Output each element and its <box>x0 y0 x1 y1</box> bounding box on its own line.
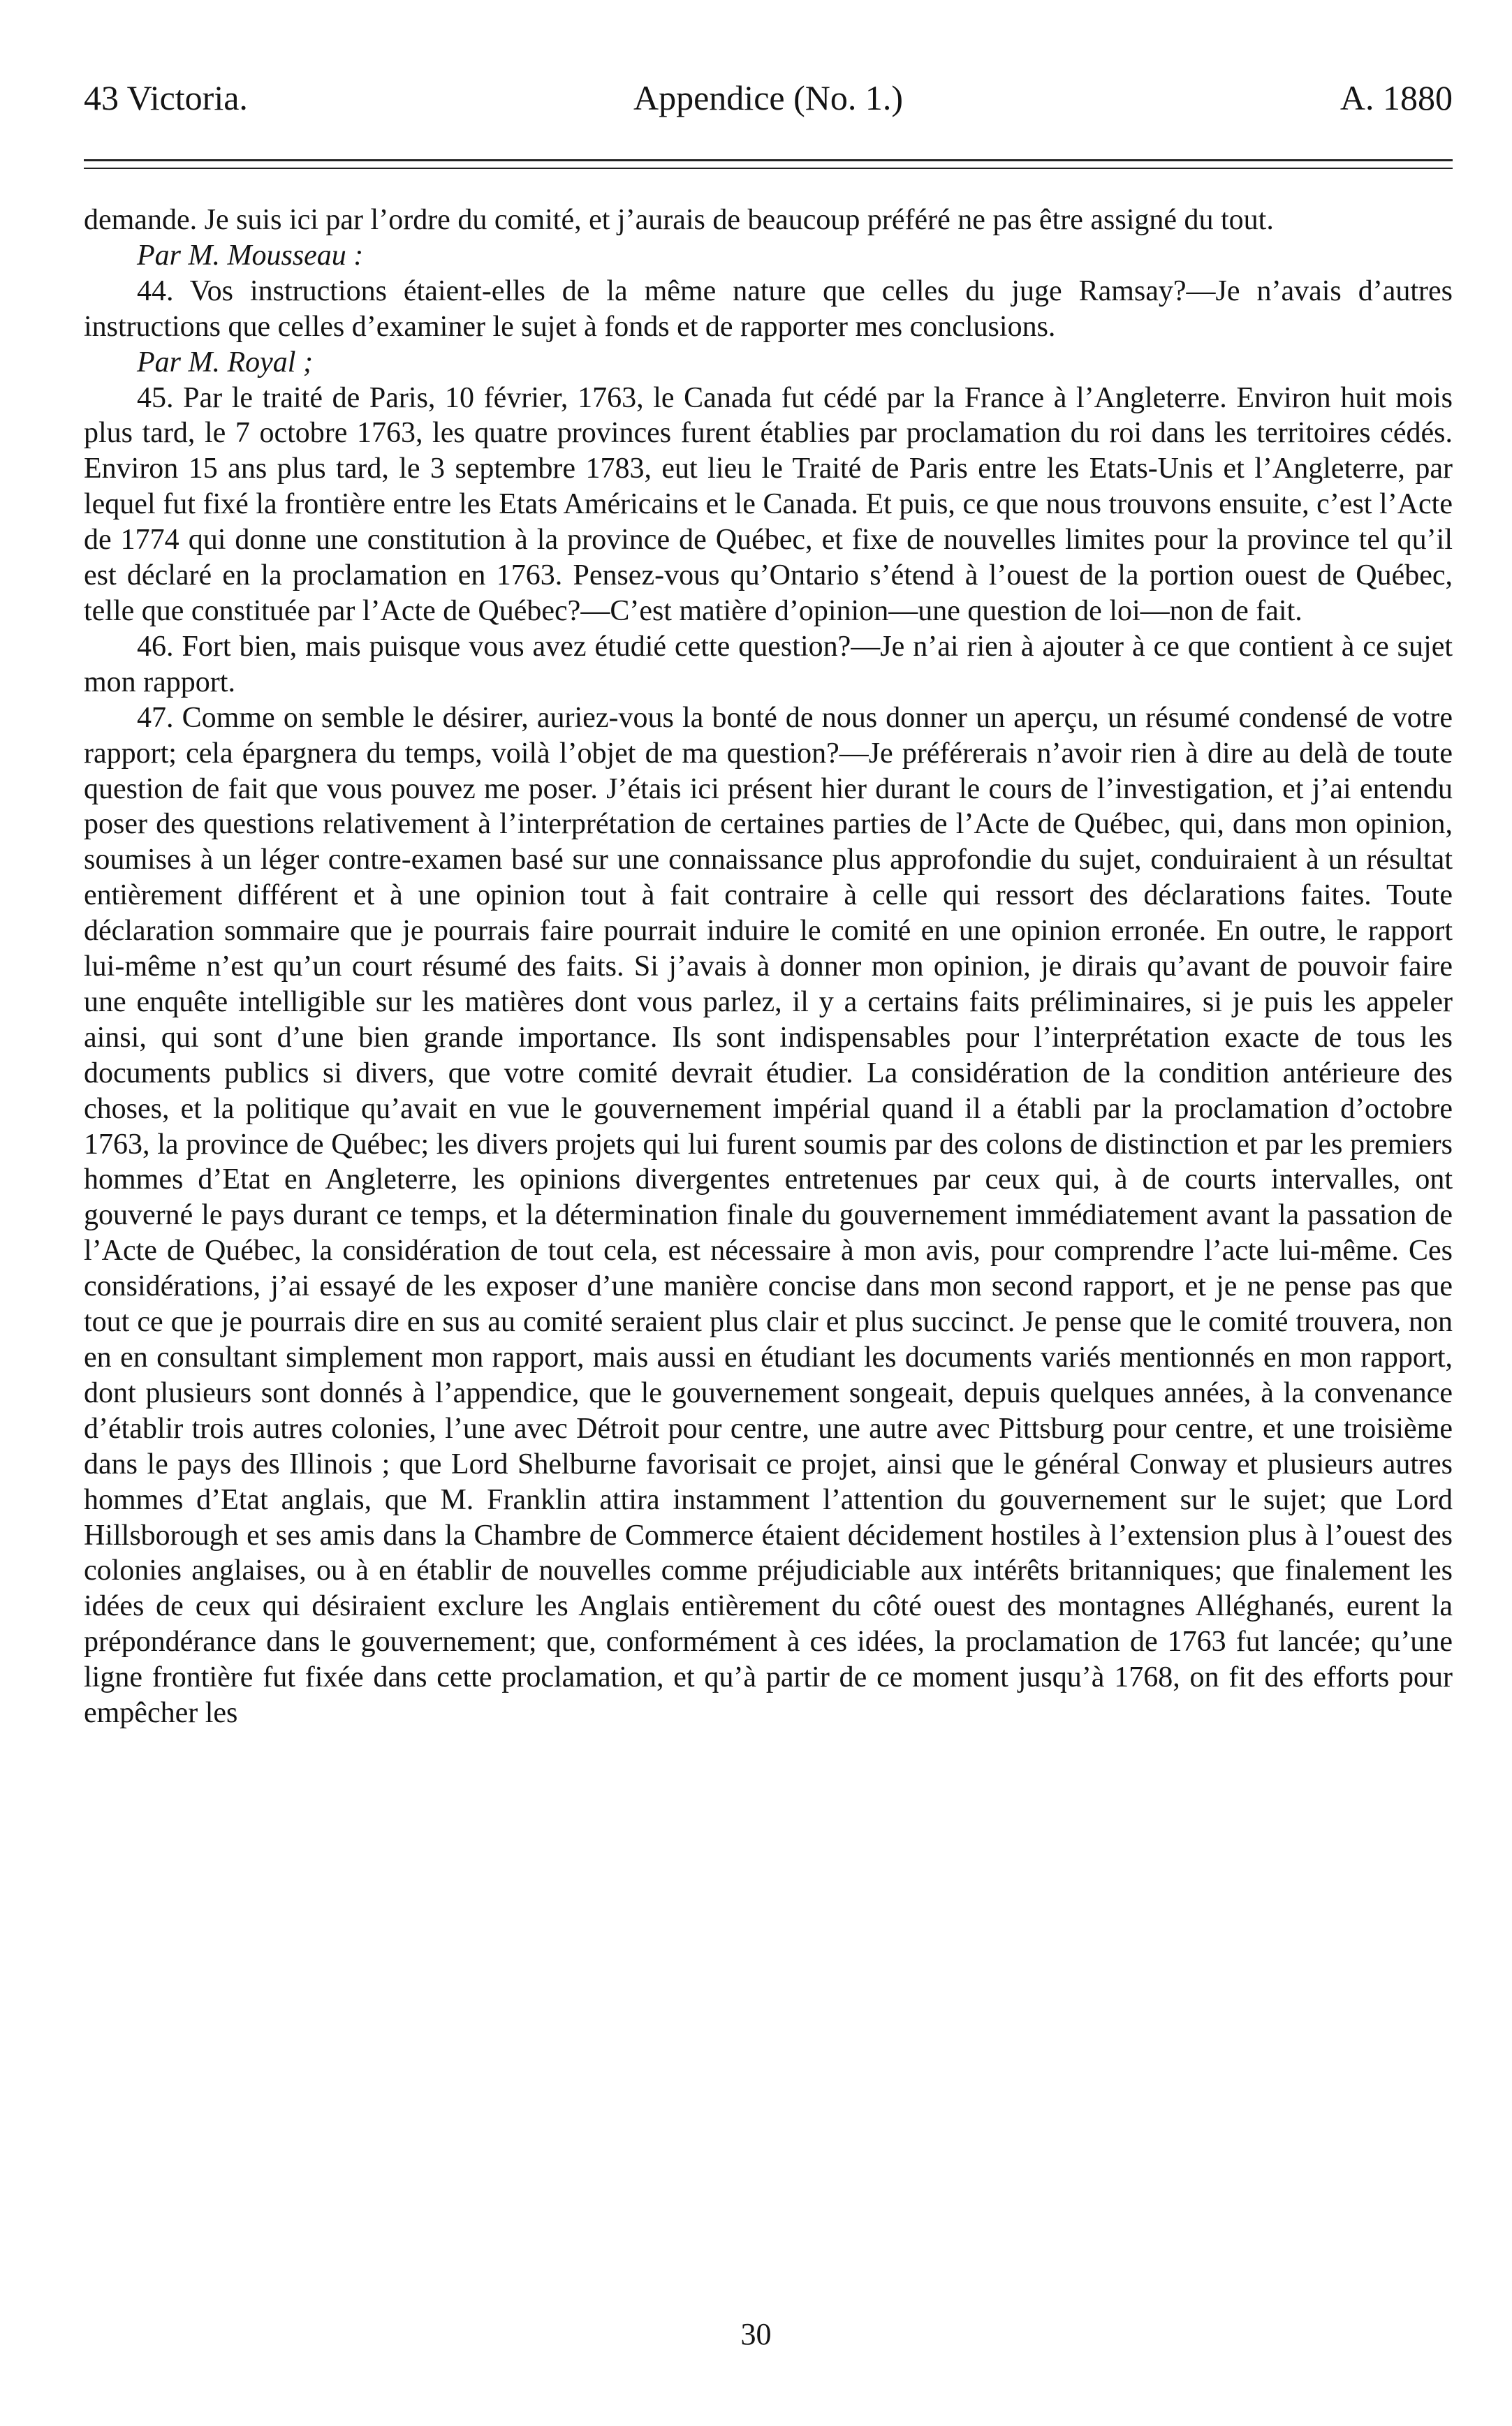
running-header <box>84 70 1453 126</box>
body-text <box>84 203 1453 1731</box>
speaker-royal: Par M. Royal ; <box>137 346 313 378</box>
page-number: 30 <box>740 2317 772 2351</box>
paragraph-q44: 44. Vos instructions étaient-elles de la même nature que celles du juge Ramsay?—Je n’avais d’autres instructions que celles d’examiner le sujet à fonds et de rapporter mes conclusions. <box>84 274 1453 343</box>
speaker-mousseau: Par M. Mousseau : <box>137 239 364 272</box>
paragraph-continuation: demande. Je suis ici par l’ordre du comité, et j’aurais de beaucoup préféré ne pas être assigné du tout. <box>84 204 1274 236</box>
header-right: A. 1880 <box>1339 78 1453 117</box>
paragraph-q47: 47. Comme on semble le désirer, auriez-vous la bonté de nous donner un aperçu, un résumé condensé de votre rapport; cela épargnera du temps, voilà l’objet de ma question?—Je préférerais n’avoir rien à dire au delà de toute question de fait que vous pouvez me poser. J’étais ici présent hier durant le cours de l’investigation, et j’ai entendu poser des questions relativement à l’interprétation de certaines parties de l’Acte de Québec, qui, dans mon opinion, soumises à un léger contre-examen basé sur une connaissance plus approfondie du sujet, conduiraient à un résultat entièrement différent et à une opinion tout à fait contraire à celle qui ressort des déclarations faites. Toute déclaration sommaire que je pourrais faire pourrait induire le comité en une opinion erronée. En outre, le rapport lui-même n’est qu’un court résumé des faits. Si j’avais à donner mon opinion, je dirais qu’avant de pouvoir faire une enquête intelligible sur les matières dont vous parlez, il y a certains faits préliminaires, si je puis les appeler ainsi, qui sont d’une bien grande importance. Ils sont indispensables pour l’interprétation exacte de tous les documents publics si divers, que votre comité devrait étudier. La considération de la condition antérieure des choses, et la politique qu’avait en vue le gouvernement impérial quand il a établi par la proclamation d’octobre 1763, la province de Québec; les divers projets qui lui furent soumis par des colons de distinction et par les premiers hommes d’Etat en Angleterre, les opinions divergentes entretenues par ceux qui, à de courts intervalles, ont gouverné le pays durant ce temps, et la détermination finale du gouvernement immédiatement avant la passation de l’Acte de Québec, la considération de tout cela, est nécessaire à mon avis, pour comprendre l’acte lui-même. Ces considérations, j’ai essayé de les exposer d’une manière concise dans mon second rapport, et je ne pense pas que tout ce que je pourrais dire en sus au comité seraient plus clair et plus succinct. Je pense que le comité trouvera, non en en consultant simplement mon rapport, mais aussi en étudiant les documents variés mentionnés en mon rapport, dont plusieurs sont donnés à l’appendice, que le gouvernement songeait, depuis quelques années, à la convenance d’établir trois autres colonies, l’une avec Détroit pour centre, une autre avec Pittsburg pour centre, et une troisième dans le pays des Illinois ; que Lord Shelburne favorisait ce projet, ainsi que le général Conway et plusieurs autres hommes d’Etat anglais, que M. Franklin attira instamment l’attention du gouvernement sur le sujet; que Lord Hillsborough et ses amis dans la Chambre de Commerce étaient décidement hostiles à l’extension plus à l’ouest des colonies anglaises, ou à en établir de nouvelles comme préjudiciable aux intérêts britanniques; que finalement les idées de ceux qui désiraient exclure les Anglais entièrement du côté ouest des montagnes Alléghanés, eurent la prépondérance dans le gouvernement; que, conformément à ces idées, la proclamation de 1763 fut lancée; qu’une ligne frontière fut fixée dans cette proclamation, et qu’à partir de ce moment jusqu’à 1768, on fit des efforts pour empêcher les <box>84 701 1453 1730</box>
header-left: 43 Victoria. <box>84 78 248 117</box>
paragraph-q46: 46. Fort bien, mais puisque vous avez étudié cette question?—Je n’ai rien à ajouter à ce que contient à ce sujet mon rapport. <box>84 630 1453 698</box>
header-rule-top <box>84 159 1453 161</box>
header-rule-bottom <box>84 168 1453 169</box>
header-center: Appendice (No. 1.) <box>633 78 903 117</box>
paragraph-q45: 45. Par le traité de Paris, 10 février, 1763, le Canada fut cédé par la France à l’Angleterre. Environ huit mois plus tard, le 7 octobre 1763, les quatre provinces furent établies par proclamation du roi dans les territoires cédés. Environ 15 ans plus tard, le 3 septembre 1783, eut lieu le Traité de Paris entre les Etats-Unis et l’Angleterre, par lequel fut fixé la frontière entre les Etats Américains et le Canada. Et puis, ce que nous trouvons ensuite, c’est l’Acte de 1774 qui donne une constitution à la province de Québec, et fixe de nouvelles limites pour la province tel qu’il est déclaré en la proclamation en 1763. Pensez-vous qu’Ontario s’étend à l’ouest de la portion ouest de Québec, telle que constituée par l’Acte de Québec?—C’est matière d’opinion—une question de loi—non de fait. <box>84 381 1453 627</box>
